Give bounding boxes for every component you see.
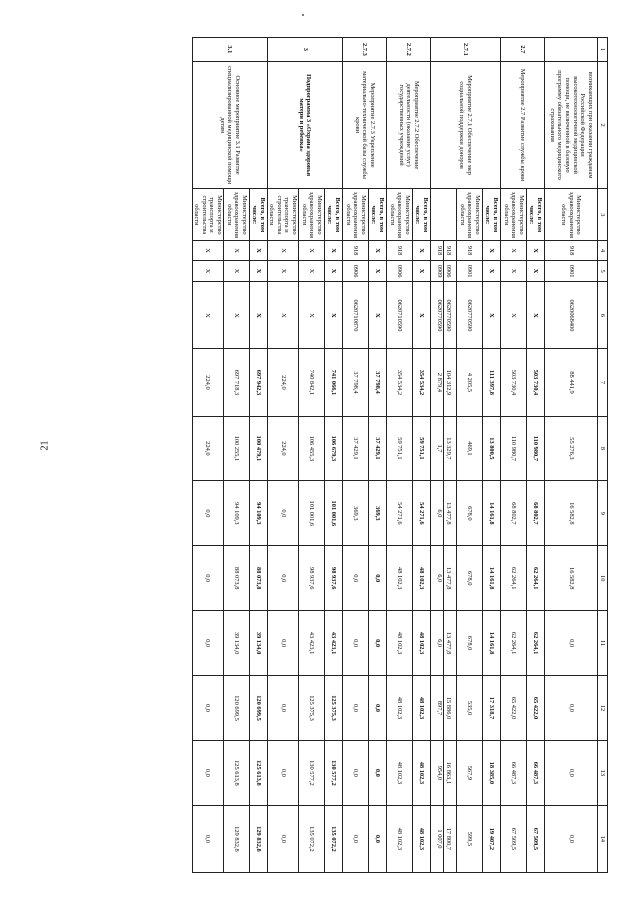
year-2014: 100 479,1 (249, 416, 267, 481)
grbs-code: X (267, 241, 298, 260)
table-row (325, 38, 343, 873)
year-2019: 125 613,8 (223, 740, 249, 805)
grbs-code: 918 (457, 241, 483, 260)
year-2016: 16 582,8 (545, 546, 598, 611)
year-2018: 535,0 (457, 676, 483, 741)
grbs-code: X (501, 241, 527, 260)
year-2020: 129 832,8 (223, 805, 249, 872)
total-amount: 88 441,9 (545, 349, 598, 416)
grbs-code: X (223, 241, 249, 260)
year-2018: 0,0 (343, 676, 369, 741)
year-2020: 599,5 (457, 805, 483, 872)
column-number: 1 (598, 38, 608, 62)
year-2016 (431, 546, 457, 611)
grbs-code: X (527, 241, 545, 260)
row-title: Мероприятие 2.7 Развитие службы крови (501, 61, 545, 189)
table-row (413, 38, 431, 873)
executor: Министерство здравоохранения области (299, 189, 325, 241)
grbs-code: X (413, 241, 431, 260)
year-2018: 17 318,7 (483, 676, 501, 741)
year-2017: 14 161,8 (483, 611, 501, 676)
executor: Всего, в том числе: (369, 189, 387, 241)
target-article-code: X (325, 282, 343, 349)
row-title: возникающих при оказании гражданам Российской Федерации высокотехнологичной медицинской помощи, не включенной в базовую программу обязательного медицинского страхования (545, 61, 598, 189)
year-2017 (431, 611, 457, 676)
target-article-code (431, 282, 457, 349)
year-2019: 18 385,0 (483, 740, 501, 805)
year-2015: 14 161,8 (483, 481, 501, 546)
year-2020: 135 072,2 (299, 805, 325, 872)
year-2019-line: 954,0 (435, 741, 444, 805)
total-amount: 354 534,2 (387, 349, 413, 416)
year-2014: 100 255,1 (223, 416, 249, 481)
total-amount: 37 798,4 (343, 349, 369, 416)
column-number: 11 (598, 611, 608, 676)
executor: Министерство транспорта и строительства области (267, 189, 298, 241)
year-2015: 94 109,3 (223, 481, 249, 546)
year-2014: 110 980,7 (501, 416, 527, 481)
year-2019: 48 102,3 (413, 740, 431, 805)
year-2015-line: 6,0 (435, 481, 444, 545)
target-article-code: 0620710870 (343, 282, 369, 349)
year-2014-line: 1,7 (435, 417, 444, 481)
year-2018-line: 15 886,0 (444, 696, 452, 720)
section-code: X (267, 260, 298, 282)
section-code: 0906 (343, 260, 369, 282)
executor: Министерство здравоохранения области (501, 189, 527, 241)
year-2014: 110 980,7 (527, 416, 545, 481)
grbs-code: X (249, 241, 267, 260)
year-2019: 130 577,2 (299, 740, 325, 805)
year-2014 (431, 416, 457, 481)
year-2018-line: 897,7 (435, 676, 444, 740)
year-2016: 0,0 (192, 546, 223, 611)
year-2017: 62 264,1 (501, 611, 527, 676)
column-number: 3 (598, 189, 608, 241)
total-amount: 741 066,1 (325, 349, 343, 416)
table-row (369, 38, 387, 873)
budget-table (192, 37, 608, 873)
target-article-code: 0620710590 (387, 282, 413, 349)
column-number: 9 (598, 481, 608, 546)
grbs-code: 918 (387, 241, 413, 260)
grbs-code: 918 (545, 241, 598, 260)
year-2014: 469,1 (457, 416, 483, 481)
year-2018: 120 699,5 (223, 676, 249, 741)
executor: Министерство транспорта и строительства области (192, 189, 223, 241)
year-2019: 0,0 (192, 740, 223, 805)
year-2020: 0,0 (192, 805, 223, 872)
year-2018: 125 375,3 (299, 676, 325, 741)
column-number: 12 (598, 676, 608, 741)
section-code: X (192, 260, 223, 282)
grbs-code: 918 (343, 241, 369, 260)
column-number-row (598, 38, 608, 873)
executor: Всего, в том числе: (249, 189, 267, 241)
table-row (249, 38, 267, 873)
row-title: Основное мероприятие 3.1 Развитие специализированной медицинской помощи детям (192, 61, 267, 189)
target-article-code: X (413, 282, 431, 349)
column-number: 2 (598, 61, 608, 189)
year-2017: 48 102,3 (387, 611, 413, 676)
executor: Министерство здравоохранения области (545, 189, 598, 241)
year-2016-line: 13 477,8 (444, 567, 452, 590)
year-2017: 0,0 (369, 611, 387, 676)
rotated-page-content (87, 37, 608, 873)
section-code: X (501, 260, 527, 282)
section-code-line: 0906 (444, 264, 452, 278)
target-article-code: 0620770590 (457, 282, 483, 349)
year-2020: 48 102,3 (413, 805, 431, 872)
year-2016: 98 937,6 (299, 546, 325, 611)
target-article-code: X (483, 282, 501, 349)
section-code: 0901 (545, 260, 598, 282)
year-2020: 0,0 (267, 805, 298, 872)
section-code: X (249, 260, 267, 282)
column-number: 4 (598, 241, 608, 260)
year-2014: 224,0 (267, 416, 298, 481)
executor: Всего, в том числе: (527, 189, 545, 241)
total-amount: 4 205,5 (457, 349, 483, 416)
executor: Всего, в том числе: (413, 189, 431, 241)
column-number: 8 (598, 416, 608, 481)
year-2017: 39 134,0 (223, 611, 249, 676)
target-article-code: X (267, 282, 298, 349)
year-2018: 0,0 (369, 676, 387, 741)
executor (431, 189, 457, 241)
year-2019: 66 487,3 (527, 740, 545, 805)
row-code: 2.7.3 (343, 38, 387, 62)
year-2016: 48 102,3 (387, 546, 413, 611)
total-amount: 697 942,3 (249, 349, 267, 416)
year-2019: 48 102,3 (387, 740, 413, 805)
grbs-code: X (192, 241, 223, 260)
year-2018: 65 422,0 (527, 676, 545, 741)
total-amount-line: 2 879,4 (435, 349, 444, 415)
year-2014: 55 276,3 (545, 416, 598, 481)
executor: Всего, в том числе: (325, 189, 343, 241)
year-2020: 67 509,5 (501, 805, 527, 872)
year-2018: 0,0 (267, 676, 298, 741)
section-code: X (483, 260, 501, 282)
year-2020: 67 509,5 (527, 805, 545, 872)
row-code: 2.7 (501, 38, 545, 62)
year-2019: 0,0 (545, 740, 598, 805)
grbs-code: X (483, 241, 501, 260)
year-2016: 678,0 (457, 546, 483, 611)
row-title: Мероприятие 2.7.1 Обеспечение мер социальной поддержки доноров (431, 61, 501, 189)
year-2020-line: 17 800,7 (444, 827, 452, 851)
year-2019: 130 577,2 (325, 740, 343, 805)
section-code: 0906 (387, 260, 413, 282)
executor: Министерство здравоохранения области (387, 189, 413, 241)
year-2019: 567,9 (457, 740, 483, 805)
row-code: 2.7.2 (387, 38, 431, 62)
year-2020 (431, 805, 457, 872)
section-code: X (527, 260, 545, 282)
year-2017-line: 6,0 (435, 611, 444, 675)
year-2020: 0,0 (343, 805, 369, 872)
year-2014: 106 455,3 (299, 416, 325, 481)
column-number: 7 (598, 349, 608, 416)
year-2016: 14 161,8 (483, 546, 501, 611)
year-2018: 0,0 (545, 676, 598, 741)
target-article-code-line: 0620770590 (444, 299, 452, 332)
grbs-code (431, 241, 457, 260)
year-2017: 0,0 (267, 611, 298, 676)
row-code: 3.1 (192, 38, 267, 62)
year-2019: 66 487,3 (501, 740, 527, 805)
year-2016-line: 6,0 (435, 546, 444, 610)
target-article-code: X (527, 282, 545, 349)
year-2015: 101 001,6 (325, 481, 343, 546)
total-amount: 503 730,4 (527, 349, 545, 416)
year-2016: 62 264,1 (527, 546, 545, 611)
year-2015: 68 802,7 (501, 481, 527, 546)
year-2016: 0,0 (369, 546, 387, 611)
year-2017: 39 134,0 (249, 611, 267, 676)
row-title: Мероприятие 2.7.2 Обеспечение деятельности (оказание услуг) государственных учреждений (387, 61, 431, 189)
year-2014: 106 679,3 (325, 416, 343, 481)
target-article-code: X (369, 282, 387, 349)
executor: Министерство здравоохранения области (457, 189, 483, 241)
year-2020: 129 832,8 (249, 805, 267, 872)
year-2017: 48 102,3 (413, 611, 431, 676)
year-2018: 48 102,3 (387, 676, 413, 741)
executor: Министерство здравоохранения области (223, 189, 249, 241)
year-2019: 0,0 (369, 740, 387, 805)
total-amount: 111 397,8 (483, 349, 501, 416)
grbs-code-line: 918 (444, 245, 452, 256)
year-2015: 54 271,6 (413, 481, 431, 546)
year-2015: 369,3 (343, 481, 369, 546)
year-2019-line: 16 863,1 (444, 761, 452, 785)
year-2014: 37 429,1 (343, 416, 369, 481)
year-2015: 0,0 (267, 481, 298, 546)
total-amount: 740 842,1 (299, 349, 325, 416)
total-amount (431, 349, 457, 416)
year-2015: 101 001,6 (299, 481, 325, 546)
section-code: X (299, 260, 325, 282)
section-code: X (369, 260, 387, 282)
year-2017: 0,0 (192, 611, 223, 676)
year-2019: 0,0 (343, 740, 369, 805)
table-row (545, 38, 598, 873)
year-2015-line: 13 477,8 (444, 502, 452, 525)
year-2018: 120 699,5 (249, 676, 267, 741)
section-code: X (413, 260, 431, 282)
column-number: 10 (598, 546, 608, 611)
total-amount: 697 718,3 (223, 349, 249, 416)
year-2017: 678,0 (457, 611, 483, 676)
section-code (431, 260, 457, 282)
year-2017: 0,0 (343, 611, 369, 676)
year-2019: 0,0 (267, 740, 298, 805)
year-2014: 59 751,1 (387, 416, 413, 481)
target-article-code: X (192, 282, 223, 349)
year-2016: 88 073,8 (249, 546, 267, 611)
section-code: 0901 (457, 260, 483, 282)
total-amount: 224,0 (267, 349, 298, 416)
year-2014: 224,0 (192, 416, 223, 481)
column-number: 6 (598, 282, 608, 349)
total-amount: 354 534,2 (413, 349, 431, 416)
year-2018 (431, 676, 457, 741)
section-code-line: 0909 (435, 261, 444, 282)
column-number: 5 (598, 260, 608, 282)
scan-artifact (302, 14, 304, 16)
section-code: X (223, 260, 249, 282)
year-2015 (431, 481, 457, 546)
row-code: 3 (267, 38, 342, 62)
column-number: 13 (598, 740, 608, 805)
year-2016: 0,0 (267, 546, 298, 611)
year-2015: 68 802,7 (527, 481, 545, 546)
target-article-code: 0620068400 (545, 282, 598, 349)
total-amount: 503 730,4 (501, 349, 527, 416)
grbs-code: X (299, 241, 325, 260)
year-2019: 125 613,8 (249, 740, 267, 805)
grbs-code-line: 918 (435, 241, 444, 259)
year-2017: 43 423,1 (325, 611, 343, 676)
total-amount-line: 104 312,9 (444, 369, 452, 396)
year-2020: 48 102,3 (387, 805, 413, 872)
year-2018: 48 102,3 (413, 676, 431, 741)
page-number: 21 (39, 440, 51, 451)
year-2018: 125 375,3 (325, 676, 343, 741)
year-2018: 0,0 (192, 676, 223, 741)
executor: Министерство здравоохранения области (343, 189, 369, 241)
year-2020: 19 407,2 (483, 805, 501, 872)
table-row (527, 38, 545, 873)
target-article-code-line: 0620770590 (435, 282, 444, 348)
year-2019 (431, 740, 457, 805)
year-2017: 0,0 (545, 611, 598, 676)
year-2016: 0,0 (343, 546, 369, 611)
year-2016: 62 264,1 (501, 546, 527, 611)
row-code (545, 38, 598, 62)
target-article-code: X (501, 282, 527, 349)
grbs-code: X (325, 241, 343, 260)
year-2015: 94 109,3 (249, 481, 267, 546)
target-article-code: X (223, 282, 249, 349)
year-2020: 135 072,2 (325, 805, 343, 872)
year-2015: 16 582,8 (545, 481, 598, 546)
section-code: X (325, 260, 343, 282)
year-2017-line: 13 477,8 (444, 631, 452, 655)
row-code: 2.7.1 (431, 38, 501, 62)
year-2020-line: 1 007,0 (435, 806, 444, 872)
total-amount: 224,0 (192, 349, 223, 416)
total-amount: 37 798,4 (369, 349, 387, 416)
year-2017: 62 264,1 (527, 611, 545, 676)
year-2020: 0,0 (545, 805, 598, 872)
target-article-code: X (249, 282, 267, 349)
year-2015: 54 271,6 (387, 481, 413, 546)
year-2018: 65 422,0 (501, 676, 527, 741)
row-title: Мероприятие 2.7.3 Укрепление материально-технической базы службы крови (343, 61, 387, 189)
year-2020: 0,0 (369, 805, 387, 872)
target-article-code: X (299, 282, 325, 349)
year-2014: 59 751,1 (413, 416, 431, 481)
year-2014: 37 429,1 (369, 416, 387, 481)
grbs-code: X (369, 241, 387, 260)
year-2015: 369,3 (369, 481, 387, 546)
year-2017: 43 423,1 (299, 611, 325, 676)
column-number: 14 (598, 805, 608, 872)
executor: Всего, в том числе: (483, 189, 501, 241)
year-2014: 13 800,5 (483, 416, 501, 481)
year-2016: 98 937,6 (325, 546, 343, 611)
year-2016: 48 102,3 (413, 546, 431, 611)
table-row (483, 38, 501, 873)
year-2016: 88 073,8 (223, 546, 249, 611)
year-2015: 678,0 (457, 481, 483, 546)
row-title: Подпрограмма 3 «Охрана здоровья матери и ребенка» (267, 61, 342, 189)
year-2015: 0,0 (192, 481, 223, 546)
year-2014-line: 13 329,7 (444, 437, 452, 460)
